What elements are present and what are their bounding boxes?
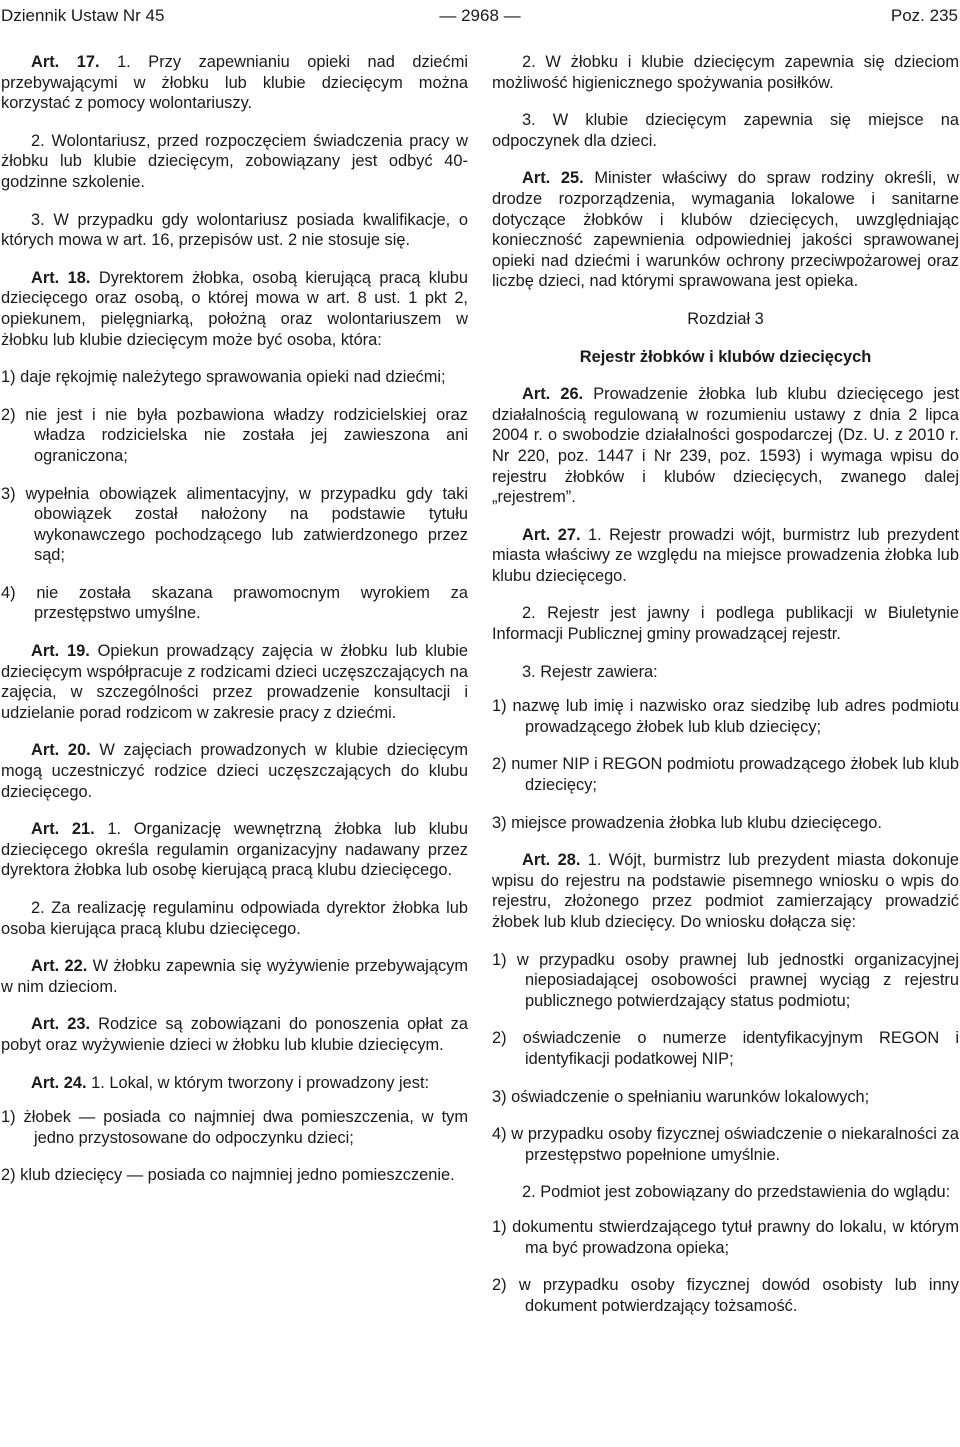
art-20-label: Art. 20. bbox=[31, 741, 91, 760]
art-28-item: 3) oświadczenie o spełnianiu warunków lokalowych; bbox=[492, 1087, 870, 1106]
art-28-item: 4) w przypadku osoby fizycznej oświadczenie o niekaralności za przestępstwo popełnione umyślnie. bbox=[492, 1125, 959, 1164]
art-24-item: 2) klub dziecięcy — posiada co najmniej jedno pomieszczenie. bbox=[1, 1166, 455, 1185]
art-20 bbox=[1, 740, 468, 802]
art-17-par-1-text: 1. Przy zapewnianiu opieki nad dziećmi przebywającymi w żłobku lub klubie dziecięcym można korzystać z pomocy wolontariuszy. bbox=[1, 53, 468, 113]
art-27-label: Art. 27. bbox=[522, 525, 581, 544]
art-25-label: Art. 25. bbox=[522, 169, 584, 188]
art-24-par-2: 2. W żłobku i klubie dziecięcym zapewnia się dzieciom możliwość higienicznego spożywania posiłków. bbox=[492, 53, 959, 92]
art-21-par-1 bbox=[1, 819, 468, 881]
art-28-par-1 bbox=[492, 850, 959, 932]
art-22-label: Art. 22. bbox=[31, 957, 88, 976]
art-28-par-2: 2. Podmiot jest zobowiązany do przedstawienia do wglądu: bbox=[522, 1183, 951, 1202]
art-24-par-3: 3. W klubie dziecięcym zapewnia się miejsce na odpoczynek dla dzieci. bbox=[492, 111, 959, 150]
art-20-text: W zajęciach prowadzonych w klubie dziecięcym mogą uczestniczyć rodzice dzieci uczęszczających do klubu dziecięcego. bbox=[1, 741, 468, 801]
art-27-par-3: 3. Rejestr zawiera: bbox=[522, 662, 658, 681]
art-27-par-2: 2. Rejestr jest jawny i podlega publikacji w Biuletynie Informacji Publicznej gminy prowadzącej rejestr. bbox=[492, 604, 959, 644]
art-18-item: 2) nie jest i nie była pozbawiona władzy rodzicielskiej oraz władza rodzicielska nie została jej zawieszona ani ograniczona; bbox=[1, 405, 468, 465]
art-18-text: Dyrektorem żłobka, osobą kierującą pracą klubu dziecięcego oraz osobą, o której mowa w art. 8 ust. 1 pkt 2, opiekunem, pielęgniarką, położną oraz wolontariuszem w żłobku lub klubie dziecięcym może być osoba, która: bbox=[1, 268, 468, 349]
position-number: Poz. 235 bbox=[890, 6, 958, 25]
page-number: — 2968 — bbox=[439, 6, 521, 25]
art-27-par-1-text: 1. Rejestr prowadzi wójt, burmistrz lub prezydent miasta właściwy ze względu na miejsce prowadzenia żłobka lub klubu dziecięcego. bbox=[492, 525, 959, 585]
chapter-number: Rozdział 3 bbox=[687, 309, 764, 328]
art-17-par-3: 3. W przypadku gdy wolontariusz posiada kwalifikacje, o których mowa w art. 16, przepisów ust. 2 nie stosuje się. bbox=[1, 210, 468, 250]
art-21-label: Art. 21. bbox=[31, 820, 95, 839]
art-23 bbox=[1, 1014, 468, 1055]
art-24-text: 1. Lokal, w którym tworzony i prowadzony jest: bbox=[86, 1073, 430, 1092]
art-21-par-2: 2. Za realizację regulaminu odpowiada dyrektor żłobka lub osoba kierująca pracą klubu dziecięcego. bbox=[1, 899, 468, 938]
art-23-label: Art. 23. bbox=[31, 1015, 91, 1034]
art-27-item: 3) miejsce prowadzenia żłobka lub klubu dziecięcego. bbox=[492, 813, 882, 832]
art-26-label: Art. 26. bbox=[522, 385, 584, 404]
art-17-par-1 bbox=[1, 52, 468, 114]
art-19-label: Art. 19. bbox=[31, 642, 90, 661]
art-19-text: Opiekun prowadzący zajęcia w żłobku lub klubie dziecięcym współpracuje z rodzicami dzieci uczęszczających na zajęcia, w szczególności przez prowadzenie konsultacji i udzielanie porad rodzicom w zakresie pracy z dziećmi. bbox=[1, 642, 468, 722]
art-22-text: W żłobku zapewnia się wyżywienie przebywającym w nim dzieciom. bbox=[1, 957, 468, 996]
right-column bbox=[492, 52, 959, 1333]
art-28-item: 2) oświadczenie o numerze identyfikacyjnym REGON i identyfikacji podatkowej NIP; bbox=[492, 1029, 959, 1068]
art-28-par-2-item: 2) w przypadku osoby fizycznej dowód osobisty lub inny dokument potwierdzający tożsamość. bbox=[492, 1276, 959, 1315]
left-column bbox=[1, 52, 468, 1203]
art-28-text: 1. Wójt, burmistrz lub prezydent miasta dokonuje wpisu do rejestru na podstawie pisemnego wniosku o wpis do rejestru, złożonego przez podmiot zamierzający prowadzić żłobek lub klub dziecięcy. Do wniosku dołącza się: bbox=[492, 851, 959, 931]
art-24-par-1 bbox=[1, 1073, 468, 1094]
art-25-text: Minister właściwy do spraw rodziny określi, w drodze rozporządzenia, wymagania lokalowe i sanitarne dotyczące żłobków i klubów dziecięcych, uwzględniając konieczność zapewnienia odpowiedniej jakości sprawowanej opieki nad dziećmi i warunków ochrony przeciwpożarowej oraz liczbę dzieci, nad którymi sprawowana jest opieka. bbox=[492, 169, 959, 291]
art-18-item: 3) wypełnia obowiązek alimentacyjny, w przypadku gdy taki obowiązek został nałożony na podstawie tytułu wykonawczego pochodzącego lub zatwierdzonego przez sąd; bbox=[1, 484, 468, 565]
art-18-label: Art. 18. bbox=[31, 268, 91, 287]
art-28-par-2-item: 1) dokumentu stwierdzającego tytuł prawny do lokalu, w którym ma być prowadzona opieka; bbox=[492, 1217, 959, 1257]
art-17-par-2: 2. Wolontariusz, przed rozpoczęciem świadczenia pracy w żłobku lub klubie dziecięcym, zobowiązany jest odbyć 40-godzinne szkolenie. bbox=[1, 131, 468, 191]
art-18 bbox=[1, 268, 468, 350]
art-27-item: 2) numer NIP i REGON podmiotu prowadzącego żłobek lub klub dziecięcy; bbox=[492, 755, 959, 795]
art-24-label: Art. 24. bbox=[31, 1073, 87, 1092]
chapter-title: Rejestr żłobków i klubów dziecięcych bbox=[579, 347, 872, 366]
art-18-item: 4) nie została skazana prawomocnym wyrokiem za przestępstwo umyślne. bbox=[1, 583, 468, 623]
art-26-text: Prowadzenie żłobka lub klubu dziecięcego jest działalnością regulowaną w rozumieniu ustawy z dnia 2 lipca 2004 r. o swobodzie działalności gospodarczej (Dz. U. z 2010 r. Nr 220, poz. 1447 i Nr 239, poz. 1593) i wymaga wpisu do rejestru żłobków i klubów dziecięcych, zwanego dalej „rejestrem”. bbox=[492, 385, 959, 507]
art-21-par-1-text: 1. Organizację wewnętrzną żłobka lub klubu dziecięcego określa regulamin organizacyjny nadawany przez dyrektora żłobka lub osobę kierującą pracą klubu dziecięcego. bbox=[1, 820, 468, 880]
art-24-item: 1) żłobek — posiada co najmniej dwa pomieszczenia, w tym jedno przystosowane do odpoczynku dzieci; bbox=[1, 1108, 468, 1147]
art-19 bbox=[1, 641, 468, 723]
art-22 bbox=[1, 956, 468, 997]
art-28-item: 1) w przypadku osoby prawnej lub jednostki organizacyjnej nieposiadającej osobowości prawnej wyciąg z rejestru publicznego potwierdzający status podmiotu; bbox=[492, 950, 959, 1010]
art-17-label: Art. 17. bbox=[31, 53, 100, 71]
art-28-label: Art. 28. bbox=[522, 851, 581, 870]
art-25 bbox=[492, 168, 959, 292]
art-23-text: Rodzice są zobowiązani do ponoszenia opłat za pobyt oraz wyżywienie dzieci w żłobku lub klubie dziecięcym. bbox=[1, 1015, 468, 1054]
art-27-par-1 bbox=[492, 525, 959, 587]
journal-title: Dziennik Ustaw Nr 45 bbox=[1, 6, 165, 25]
art-18-item: 1) daje rękojmię należytego sprawowania opieki nad dziećmi; bbox=[1, 368, 446, 387]
art-27-item: 1) nazwę lub imię i nazwisko oraz siedzibę lub adres podmiotu prowadzącego żłobek lub klub dziecięcy; bbox=[492, 697, 959, 736]
page-header bbox=[0, 6, 960, 36]
art-26 bbox=[492, 384, 959, 508]
